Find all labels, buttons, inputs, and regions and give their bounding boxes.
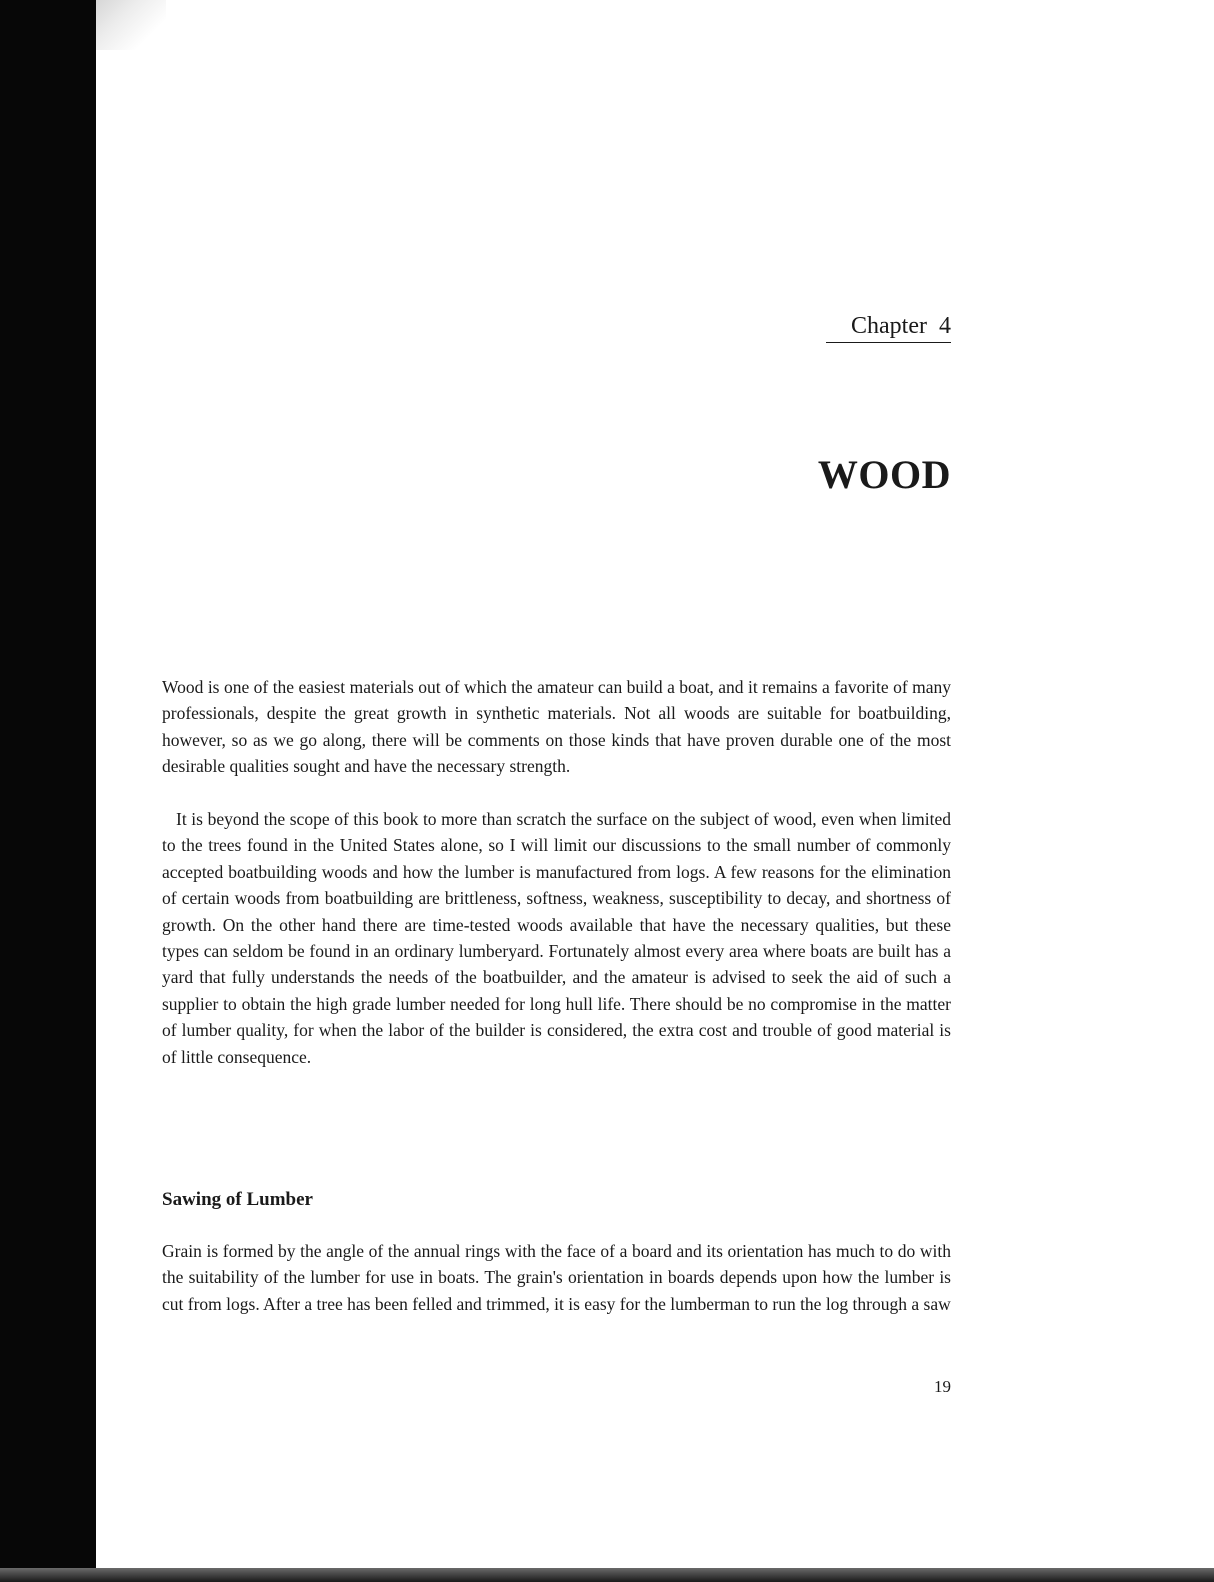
chapter-title: WOOD	[817, 452, 951, 497]
body-paragraph-2: It is beyond the scope of this book to more than scratch the surface on the subject of wood, even when limited to the trees found in the United States alone, so I will limit our discussions to the small number of commonly accepted boatbuilding woods and how the lumber is manufactured from logs. A few reasons for the elimination of certain woods from boatbuilding are brittleness, softness, weakness, susceptibility to decay, and shortness of growth. On the other hand there are time-tested woods available that have the necessary qualities, but these types can seldom be found in an ordinary lumberyard. Fortunately almost every area where boats are built has a yard that fully understands the needs of the boatbuilder, and the amateur is advised to seek the aid of such a supplier to obtain the high grade lumber needed for long hull life. There should be no compromise in the matter of lumber quality, for when the labor of the builder is considered, the extra cost and trouble of good material is of little consequence.	[162, 809, 951, 1067]
scan-shadow-bottom	[0, 1568, 1214, 1582]
body-paragraph-1: Wood is one of the easiest materials out of which the amateur can build a boat, and it remains a favorite of many professionals, despite the great growth in synthetic materials. Not all woods are suitable for boatbuilding, however, so as we go along, there will be comments on those kinds that have proven durable one of the most desirable qualities sought and have the necessary strength.	[162, 677, 951, 777]
scan-shadow-left	[0, 0, 96, 1582]
chapter-label: Chapter 4	[826, 312, 951, 343]
section-heading: Sawing of Lumber	[162, 1189, 313, 1210]
scan-corner-noise	[96, 0, 166, 50]
page-number: 19	[934, 1377, 951, 1396]
body-paragraph-3: Grain is formed by the angle of the annual rings with the face of a board and its orientation has much to do with the suitability of the lumber for use in boats. The grain's orientation in boards depends upon how the lumber is cut from logs. After a tree has been felled and trimmed, it is easy for the lumberman to run the log through a saw	[162, 1241, 951, 1314]
